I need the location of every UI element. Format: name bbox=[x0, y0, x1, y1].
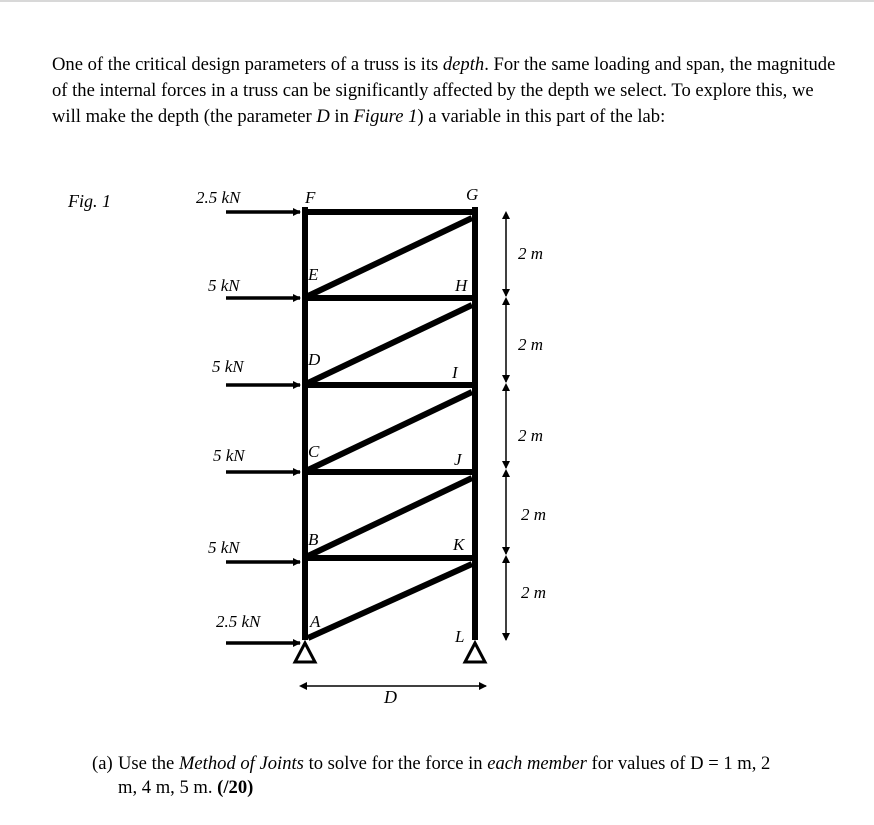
each-member-emphasis: each member bbox=[487, 753, 587, 774]
intro-text-1: One of the critical design parameters of a truss is its bbox=[52, 54, 443, 75]
node-label-F: F bbox=[305, 188, 316, 207]
spacing-label-2: 2 m bbox=[518, 335, 544, 354]
member-AK bbox=[308, 564, 472, 638]
question-label: (a) bbox=[92, 753, 113, 774]
intro-text-3: in bbox=[329, 106, 354, 127]
question-text-4: m, 4 m, 5 m. bbox=[118, 777, 218, 798]
member-BJ bbox=[308, 478, 472, 556]
spacing-label-1: 2 m bbox=[518, 244, 544, 263]
node-label-J: J bbox=[454, 450, 462, 469]
load-label-F: 2.5 kN bbox=[196, 188, 241, 207]
method-emphasis: Method of Joints bbox=[178, 753, 304, 774]
load-label-D: 5 kN bbox=[212, 357, 244, 376]
intro-text-2: . For the same loading and span, the magnitude of the internal forces in a truss can be significantly affected by the depth we select. To explore this, we will make the depth (the parameter bbox=[52, 54, 836, 127]
spacing-label-3: 2 m bbox=[518, 426, 544, 445]
node-label-I: I bbox=[452, 363, 458, 382]
member-EG bbox=[308, 218, 472, 296]
spacing-label-5: 2 m bbox=[521, 583, 547, 602]
node-label-K: K bbox=[453, 535, 465, 554]
spacing-label-4: 2 m bbox=[521, 505, 547, 524]
node-label-B: B bbox=[308, 530, 319, 549]
spacing-labels bbox=[518, 244, 546, 602]
member-CI bbox=[308, 392, 472, 470]
node-label-G: G bbox=[466, 185, 479, 204]
load-label-E: 5 kN bbox=[208, 276, 240, 295]
node-label-A: A bbox=[310, 612, 321, 631]
node-label-C: C bbox=[308, 442, 320, 461]
figure-reference: Figure 1 bbox=[353, 106, 418, 127]
node-label-H: H bbox=[455, 276, 468, 295]
member-DH bbox=[308, 305, 472, 383]
question-text-1: Use the bbox=[118, 753, 179, 774]
pin-support-A bbox=[295, 643, 315, 662]
node-label-D: D bbox=[308, 350, 321, 369]
intro-text-4: ) a variable in this part of the lab: bbox=[417, 106, 666, 127]
truss-members bbox=[305, 207, 475, 640]
question-text-2: to solve for the force in bbox=[303, 753, 488, 774]
load-labels bbox=[196, 188, 262, 631]
depth-label: D bbox=[384, 687, 397, 707]
node-label-L: L bbox=[455, 627, 465, 646]
question-text-3: for values of D = 1 m, 2 bbox=[586, 753, 771, 774]
question-a bbox=[92, 752, 852, 800]
node-label-E: E bbox=[308, 265, 319, 284]
pin-support-L bbox=[465, 643, 485, 662]
depth-emphasis: depth bbox=[442, 54, 485, 75]
d-parameter: D bbox=[316, 106, 330, 127]
load-label-A: 2.5 kN bbox=[216, 612, 261, 631]
load-label-C: 5 kN bbox=[213, 446, 245, 465]
question-marks: (/20) bbox=[217, 777, 254, 798]
load-label-B: 5 kN bbox=[208, 538, 240, 557]
figure-label: Fig. 1 bbox=[68, 191, 111, 211]
